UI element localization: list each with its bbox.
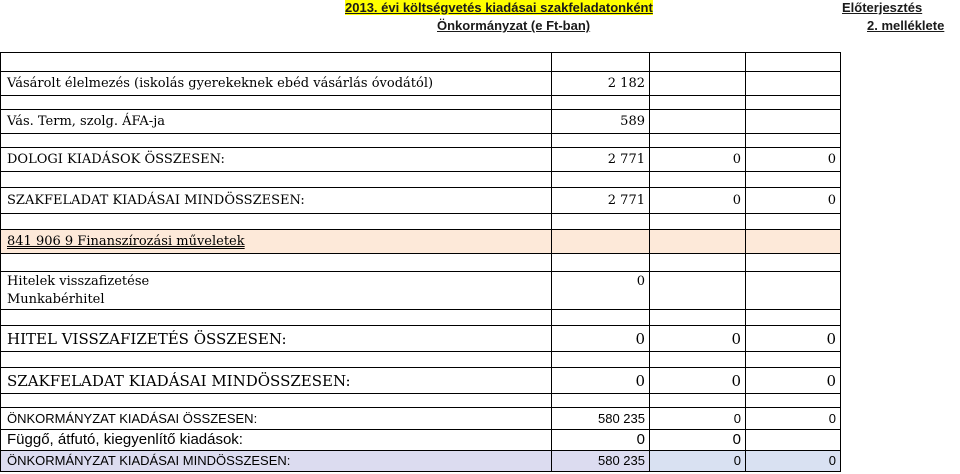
row-value-1: [552, 230, 650, 254]
row-label: Függő, átfutó, kiegyenlítő kiadások:: [0, 430, 552, 451]
table-spacer: [0, 172, 841, 188]
page-title: 2013. évi költségvetés kiadásai szakfeladatonként: [345, 0, 653, 15]
page-subtitle: Önkormányzat (e Ft-ban): [437, 18, 591, 33]
table-spacer: [0, 134, 841, 148]
table-spacer: [0, 254, 841, 272]
table-row-hitelek: [0, 272, 841, 310]
row-value-2: 0: [650, 430, 746, 451]
annex-label: 2. melléklete: [867, 18, 945, 33]
row-value-3: 0: [746, 326, 841, 352]
row-value-3: 0: [746, 451, 841, 472]
table-row-afa: [0, 110, 841, 134]
row-value-1: 580 235: [552, 451, 650, 472]
wage-loan-label: Munkabérhitel: [7, 292, 105, 307]
table-row-szakfeladat-1: [0, 188, 841, 214]
table-spacer: [0, 52, 841, 72]
row-value-3: 0: [746, 148, 841, 172]
row-value-2: 0: [650, 148, 746, 172]
row-value-2: 0: [650, 326, 746, 352]
table-row-dologi: [0, 148, 841, 172]
row-value-2: [650, 272, 746, 310]
row-value-3: 0: [746, 188, 841, 214]
table-row-onkormanyzat-mindosszesen: [0, 451, 841, 472]
row-label: ÖNKORMÁNYZAT KIADÁSAI MINDÖSSZESEN:: [0, 451, 552, 472]
row-value-1: 0: [552, 326, 650, 352]
row-value-1: 0: [552, 368, 650, 394]
row-value-1: 2 771: [552, 188, 650, 214]
row-value-3: [746, 110, 841, 134]
row-label: SZAKFELADAT KIADÁSAI MINDÖSSZESEN:: [0, 188, 552, 214]
row-value-3: [746, 230, 841, 254]
status-label: Előterjesztés: [842, 0, 923, 15]
row-label: ÖNKORMÁNYZAT KIADÁSAI ÖSSZESEN:: [0, 408, 552, 430]
row-value-3: [746, 430, 841, 451]
row-value-1: 0: [552, 272, 650, 310]
row-label: 841 906 9 Finanszírozási műveletek: [0, 230, 552, 254]
table-row-elelmezes: [0, 72, 841, 96]
row-value-3: 0: [746, 368, 841, 394]
row-value-2: [650, 72, 746, 96]
row-value-3: [746, 272, 841, 310]
table-row-fuggo: [0, 430, 841, 451]
table-spacer: [0, 214, 841, 230]
row-label: Vás. Term, szolg. ÁFA-ja: [0, 110, 552, 134]
table-spacer: [0, 96, 841, 110]
row-label: HITEL VISSZAFIZETÉS ÖSSZESEN:: [0, 326, 552, 352]
table-spacer: [0, 352, 841, 368]
row-value-3: 0: [746, 408, 841, 430]
row-value-2: 0: [650, 408, 746, 430]
row-value-1: 0: [552, 430, 650, 451]
row-value-1: 589: [552, 110, 650, 134]
row-value-1: 2 771: [552, 148, 650, 172]
table-row-onkormanyzat-osszesen: [0, 408, 841, 430]
row-value-2: [650, 230, 746, 254]
row-value-2: [650, 110, 746, 134]
row-value-2: 0: [650, 188, 746, 214]
row-value-2: 0: [650, 451, 746, 472]
table-row-finanszirozas: [0, 230, 841, 254]
loan-repayment-label: Hitelek visszafizetése: [7, 274, 150, 289]
row-value-1: 580 235: [552, 408, 650, 430]
table-row-szakfeladat-2: [0, 368, 841, 394]
row-label: SZAKFELADAT KIADÁSAI MINDÖSSZESEN:: [0, 368, 552, 394]
row-value-3: [746, 72, 841, 96]
table-spacer: [0, 310, 841, 326]
row-label: DOLOGI KIADÁSOK ÖSSZESEN:: [0, 148, 552, 172]
row-label: Vásárolt élelmezés (iskolás gyerekeknek ebéd vásárlás óvodától): [0, 72, 552, 96]
table-spacer: [0, 394, 841, 408]
row-value-1: 2 182: [552, 72, 650, 96]
row-value-2: 0: [650, 368, 746, 394]
table-row-hitel-osszesen: [0, 326, 841, 352]
row-label: [0, 272, 552, 310]
